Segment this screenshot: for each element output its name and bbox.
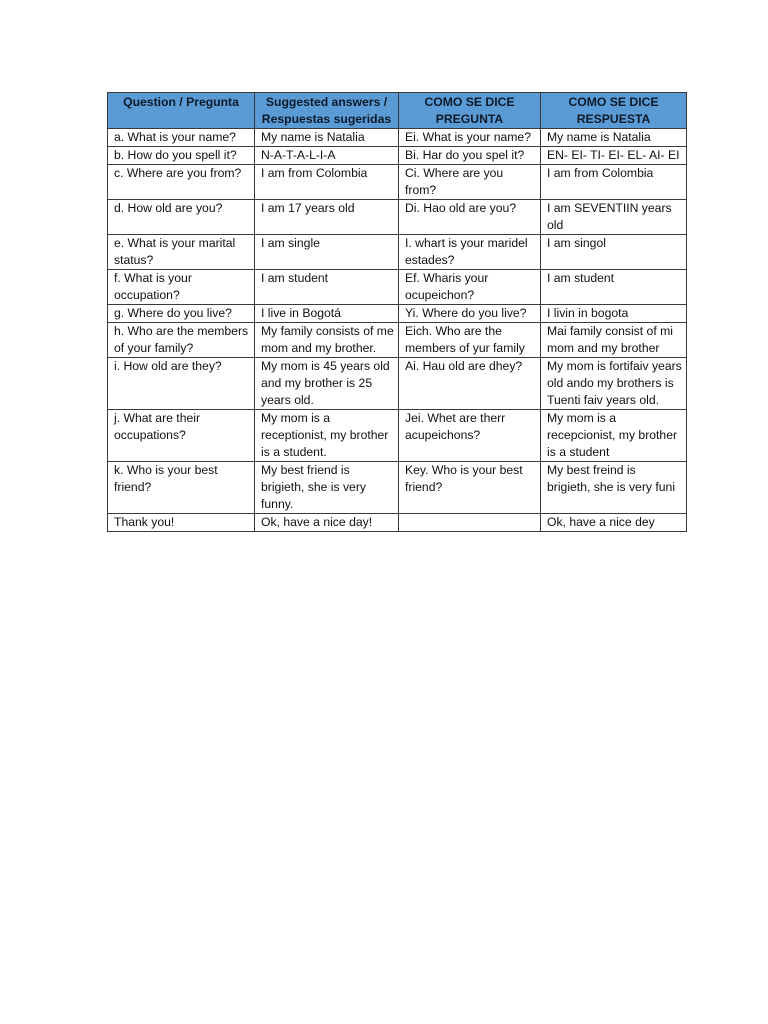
- answer-cell: My best friend is brigieth, she is very funny.: [255, 462, 399, 514]
- question-cell: h. Who are the members of your family?: [108, 323, 255, 358]
- table-row: [108, 147, 687, 165]
- answer-cell: I live in Bogotá: [255, 305, 399, 323]
- pronunciation-answer-cell: EN- EI- TI- EI- EL- AI- EI: [541, 147, 687, 165]
- pronunciation-answer-cell: I am from Colombia: [541, 165, 687, 200]
- header-como-se-dice-respuesta: COMO SE DICE RESPUESTA: [541, 93, 687, 129]
- pronunciation-answer-cell: Mai family consist of mi mom and my brother: [541, 323, 687, 358]
- pronunciation-question-cell: [399, 514, 541, 532]
- answer-cell: I am 17 years old: [255, 200, 399, 235]
- pronunciation-question-cell: Eich. Who are the members of yur family: [399, 323, 541, 358]
- pronunciation-answer-cell: My mom is a recepcionist, my brother is a student: [541, 410, 687, 462]
- table-row: [108, 358, 687, 410]
- question-cell: k. Who is your best friend?: [108, 462, 255, 514]
- pronunciation-answer-cell: I am student: [541, 270, 687, 305]
- header-question: Question / Pregunta: [108, 93, 255, 129]
- answer-cell: My family consists of me mom and my brother.: [255, 323, 399, 358]
- question-cell: d. How old are you?: [108, 200, 255, 235]
- table-row: [108, 323, 687, 358]
- answer-cell: I am from Colombia: [255, 165, 399, 200]
- pronunciation-answer-cell: My best freind is brigieth, she is very funi: [541, 462, 687, 514]
- pronunciation-answer-cell: My name is Natalia: [541, 129, 687, 147]
- table-row: [108, 129, 687, 147]
- question-cell: i. How old are they?: [108, 358, 255, 410]
- question-cell: a. What is your name?: [108, 129, 255, 147]
- table-row: [108, 462, 687, 514]
- pronunciation-answer-cell: I livin in bogota: [541, 305, 687, 323]
- pronunciation-question-cell: Ef. Wharis your ocupeichon?: [399, 270, 541, 305]
- header-como-se-dice-pregunta: COMO SE DICE PREGUNTA: [399, 93, 541, 129]
- table-row: [108, 410, 687, 462]
- answer-cell: My name is Natalia: [255, 129, 399, 147]
- table-row: [108, 305, 687, 323]
- question-cell: f. What is your occupation?: [108, 270, 255, 305]
- answer-cell: My mom is a receptionist, my brother is a student.: [255, 410, 399, 462]
- pronunciation-question-cell: I. whart is your maridel estades?: [399, 235, 541, 270]
- question-cell: b. How do you spell it?: [108, 147, 255, 165]
- pronunciation-question-cell: Bi. Har do you spel it?: [399, 147, 541, 165]
- pronunciation-question-cell: Key. Who is your best friend?: [399, 462, 541, 514]
- answer-cell: N-A-T-A-L-I-A: [255, 147, 399, 165]
- question-cell: Thank you!: [108, 514, 255, 532]
- pronunciation-question-cell: Ai. Hau old are dhey?: [399, 358, 541, 410]
- pronunciation-answer-cell: I am singol: [541, 235, 687, 270]
- table-header-row: [108, 93, 687, 129]
- answer-cell: My mom is 45 years old and my brother is 25 years old.: [255, 358, 399, 410]
- pronunciation-answer-cell: My mom is fortifaiv years old ando my brothers is Tuenti faiv years old.: [541, 358, 687, 410]
- pronunciation-answer-cell: I am SEVENTIIN years old: [541, 200, 687, 235]
- qa-table: [107, 92, 687, 532]
- question-cell: c. Where are you from?: [108, 165, 255, 200]
- pronunciation-question-cell: Ei. What is your name?: [399, 129, 541, 147]
- pronunciation-question-cell: Di. Hao old are you?: [399, 200, 541, 235]
- question-cell: g. Where do you live?: [108, 305, 255, 323]
- table-row: [108, 514, 687, 532]
- question-cell: j. What are their occupations?: [108, 410, 255, 462]
- table-row: [108, 270, 687, 305]
- answer-cell: I am single: [255, 235, 399, 270]
- answer-cell: Ok, have a nice day!: [255, 514, 399, 532]
- table-row: [108, 165, 687, 200]
- question-cell: e. What is your marital status?: [108, 235, 255, 270]
- pronunciation-answer-cell: Ok, have a nice dey: [541, 514, 687, 532]
- answer-cell: I am student: [255, 270, 399, 305]
- pronunciation-question-cell: Jei. Whet are therr acupeichons?: [399, 410, 541, 462]
- table-row: [108, 200, 687, 235]
- header-suggested-answers: Suggested answers / Respuestas sugeridas: [255, 93, 399, 129]
- pronunciation-question-cell: Yi. Where do you live?: [399, 305, 541, 323]
- table-row: [108, 235, 687, 270]
- pronunciation-question-cell: Ci. Where are you from?: [399, 165, 541, 200]
